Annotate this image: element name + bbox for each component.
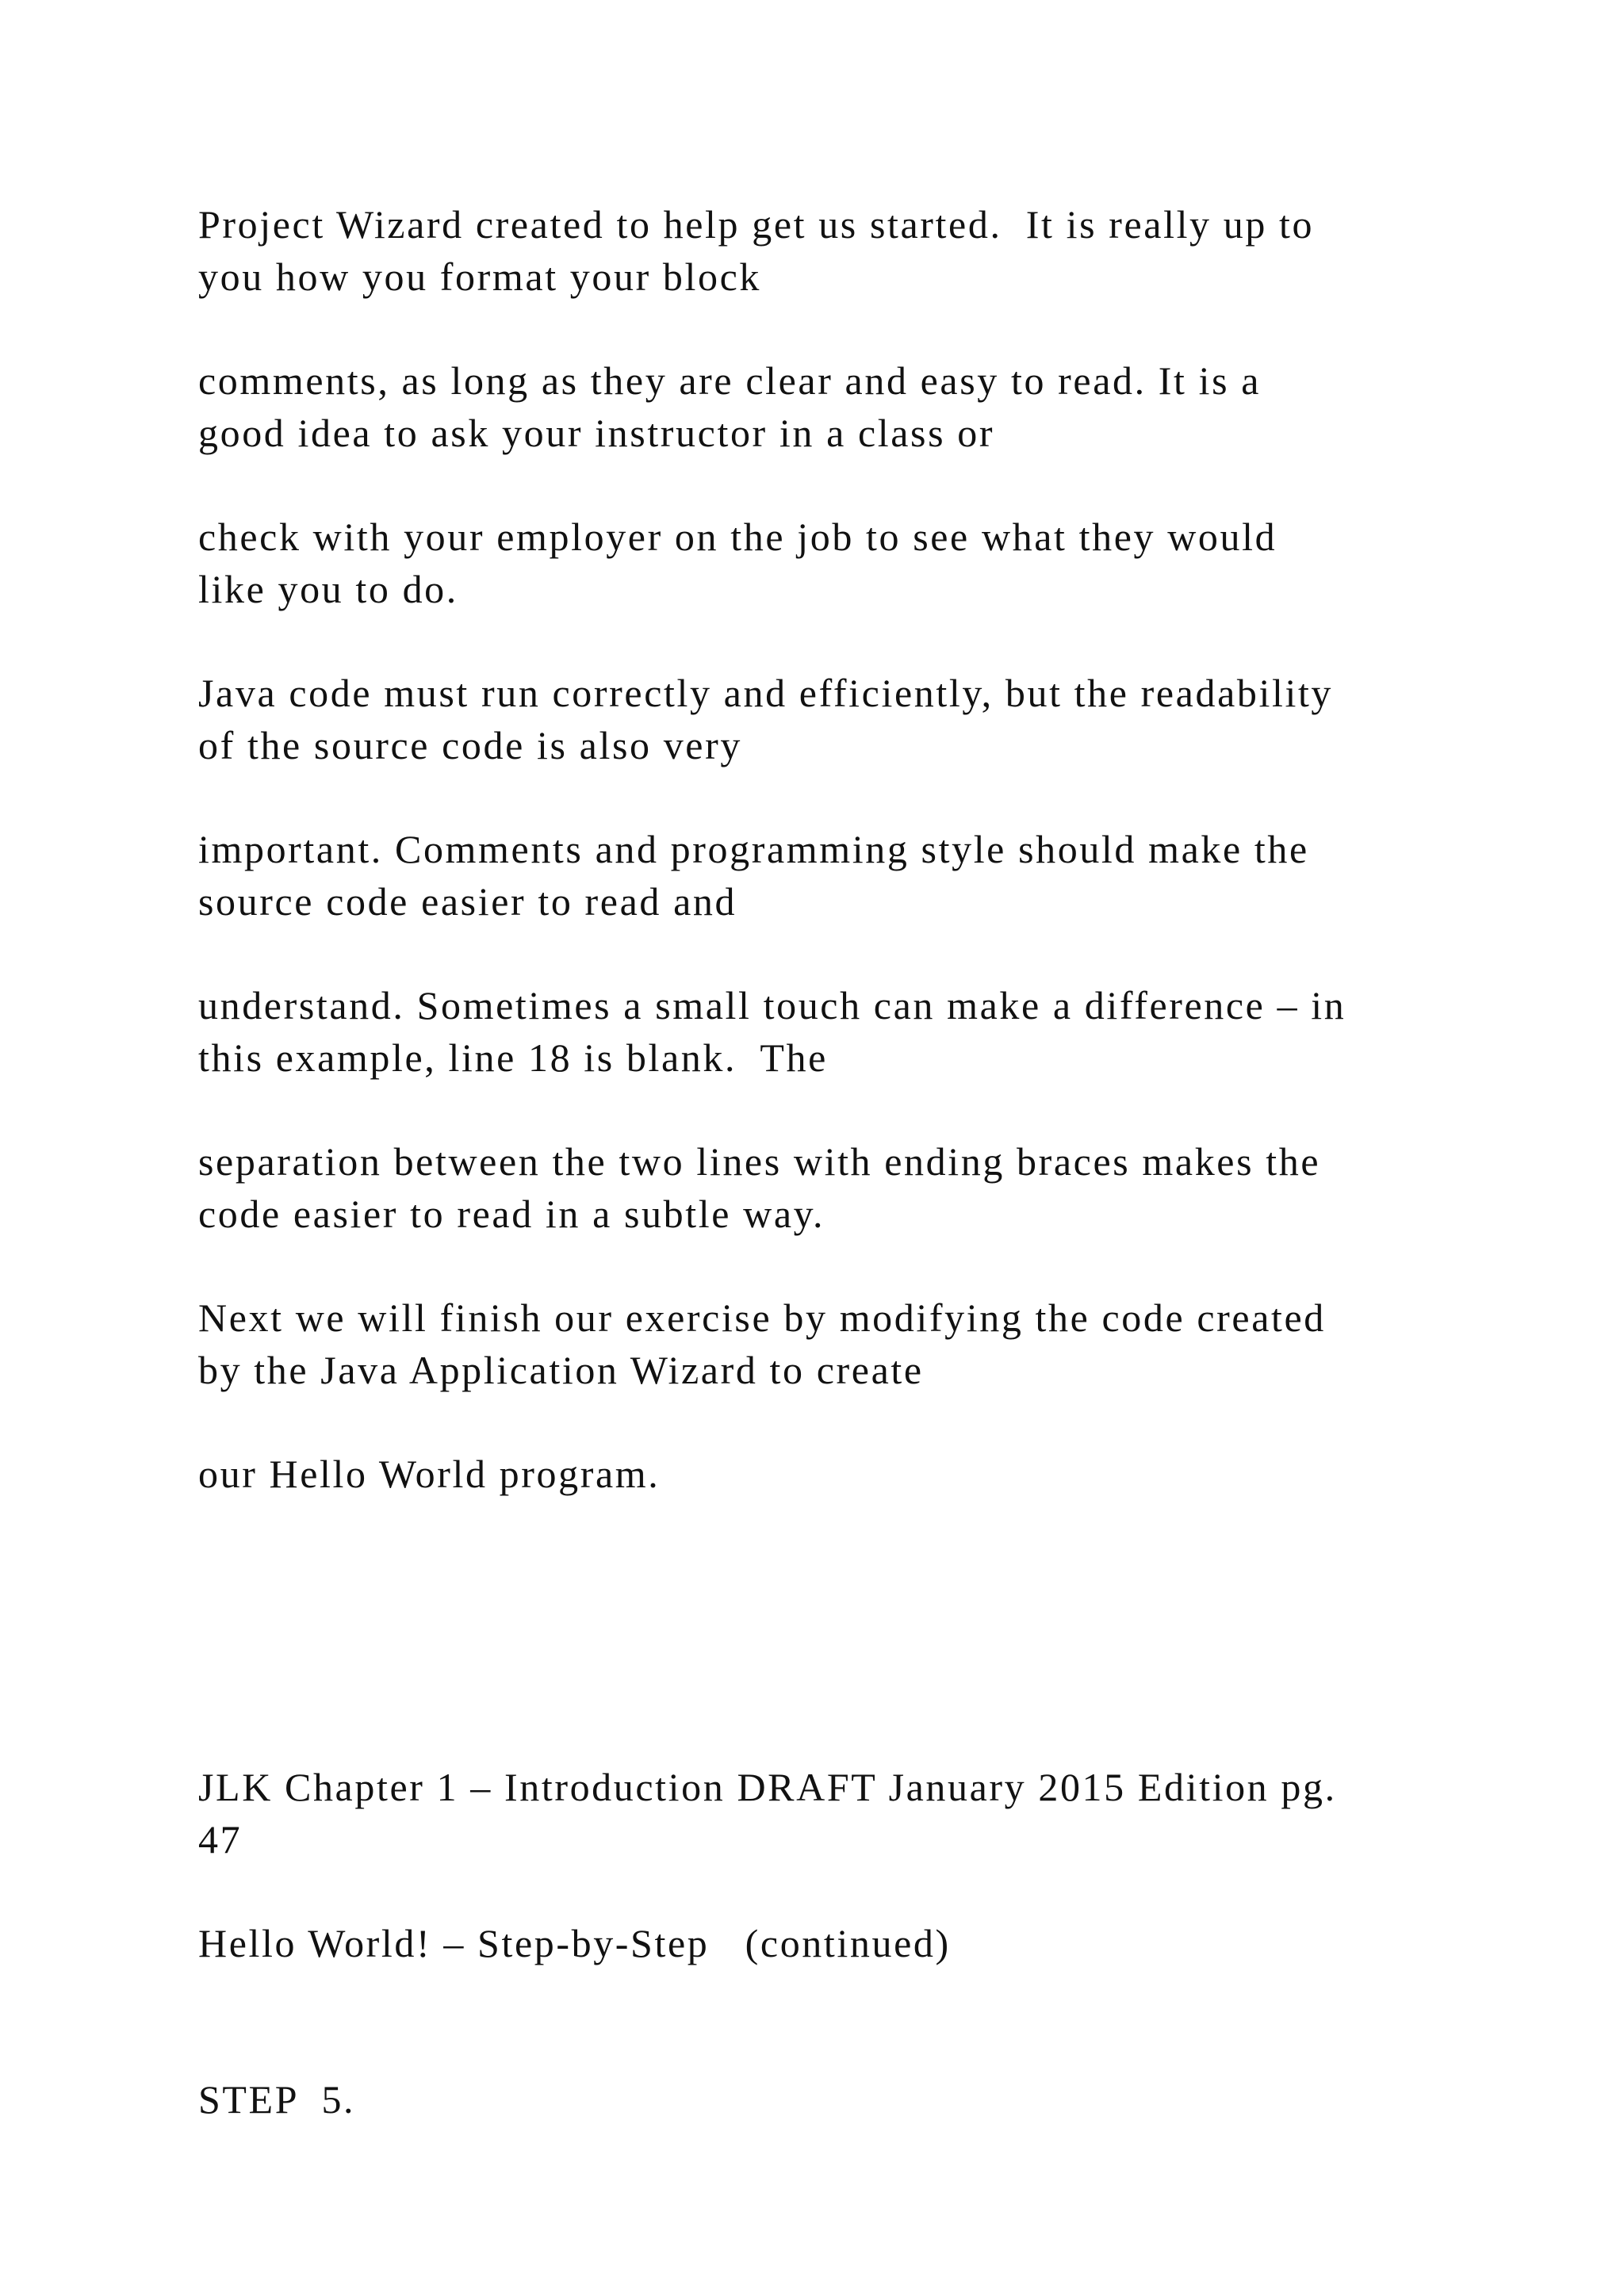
paragraph-hello-world-program	[198, 1448, 1499, 1500]
text-line: JLK Chapter 1 – Introduction DRAFT January 2015 Edition pg.	[198, 1765, 1337, 1809]
paragraph-check-employer	[198, 511, 1499, 615]
paragraph-next-steps	[198, 1292, 1499, 1396]
text-line: Java code must run correctly and efficiently, but the readability	[198, 671, 1334, 715]
text-line: separation between the two lines with ending braces makes the	[198, 1139, 1321, 1184]
text-line: this example, line 18 is blank. The	[198, 1035, 828, 1080]
text-line: check with your employer on the job to see what they would	[198, 515, 1277, 559]
text-line: our Hello World program.	[198, 1452, 661, 1496]
text-line: by the Java Application Wizard to create	[198, 1348, 924, 1392]
text-line: like you to do.	[198, 567, 458, 611]
text-line: important. Comments and programming style should make the	[198, 827, 1309, 871]
text-line: 47	[198, 1817, 243, 1862]
paragraph-project-wizard	[198, 198, 1499, 303]
text-line: understand. Sometimes a small touch can make a difference – in	[198, 983, 1346, 1027]
paragraph-comments	[198, 354, 1499, 459]
paragraph-separation	[198, 1135, 1499, 1240]
text-line: you how you format your block	[198, 254, 762, 299]
paragraph-java-code	[198, 667, 1499, 771]
text-line: Next we will finish our exercise by modifying the code created	[198, 1295, 1326, 1340]
text-line: good idea to ask your instructor in a class or	[198, 411, 995, 455]
section-heading	[198, 1917, 1499, 1969]
text-line: code easier to read in a subtle way.	[198, 1192, 825, 1236]
text-line: Hello World! – Step-by-Step (continued)	[198, 1921, 951, 1965]
paragraph-important	[198, 823, 1499, 928]
step-label	[198, 2073, 1499, 2126]
text-line: Project Wizard created to help get us started. It is really up to	[198, 202, 1315, 247]
text-line: comments, as long as they are clear and easy to read. It is a	[198, 358, 1262, 403]
paragraph-understand	[198, 979, 1499, 1084]
page-footer	[198, 1761, 1499, 1866]
text-line: of the source code is also very	[198, 723, 742, 767]
text-line: source code easier to read and	[198, 879, 737, 924]
text-line: STEP 5.	[198, 2077, 356, 2122]
